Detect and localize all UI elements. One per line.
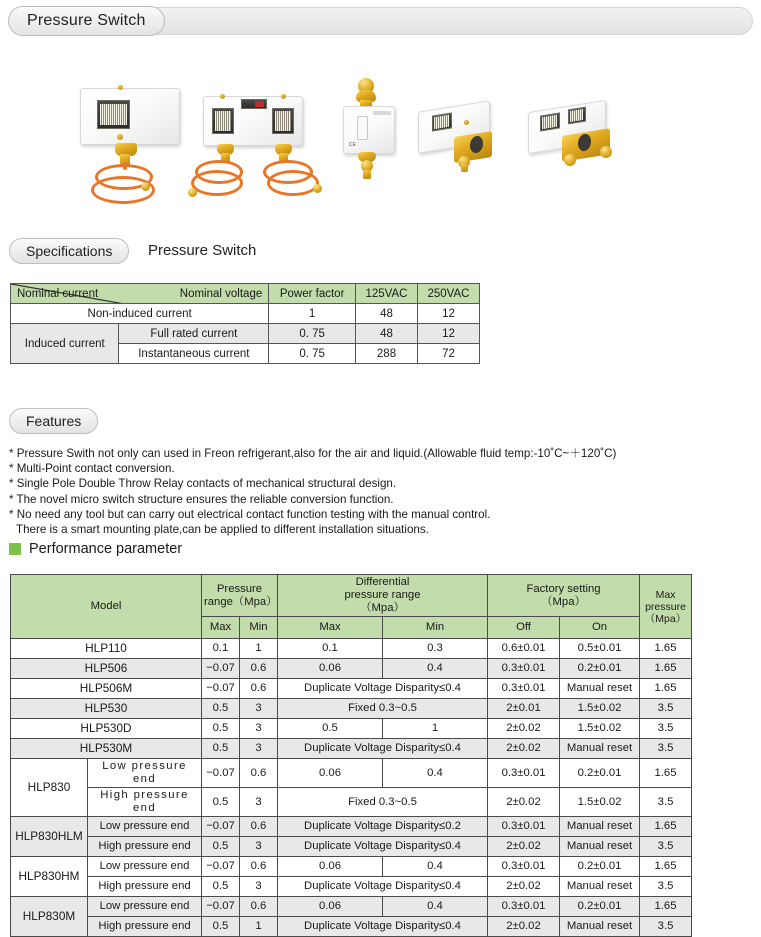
spec-cell: 288 <box>356 344 418 364</box>
specifications-subtitle: Pressure Switch <box>148 242 257 259</box>
perf-dp-span: Duplicate Voltage Disparity≤0.4 <box>278 679 488 699</box>
perf-subcol-off: Off <box>488 617 560 639</box>
perf-dp-max: 0.06 <box>278 759 383 788</box>
perf-subcol-on: On <box>560 617 640 639</box>
perf-on: 1.5±0.02 <box>560 788 640 817</box>
product-image-1 <box>75 88 190 218</box>
perf-on: Manual reset <box>560 917 640 937</box>
spec-nominal-voltage-label: Nominal voltage <box>179 288 263 300</box>
perf-off: 0.3±0.01 <box>488 679 560 699</box>
table-row <box>11 719 692 739</box>
spec-diagonal-header <box>11 284 269 304</box>
perf-pr-max: 0.5 <box>202 739 240 759</box>
perf-maxp: 3.5 <box>640 739 692 759</box>
perf-dp-max: 0.06 <box>278 659 383 679</box>
table-row <box>11 739 692 759</box>
perf-end-label: High pressure end <box>88 917 202 937</box>
perf-dp-max: 0.06 <box>278 897 383 917</box>
perf-on: 0.2±0.01 <box>560 759 640 788</box>
product-image-strip <box>0 60 761 210</box>
table-row <box>11 639 692 659</box>
perf-maxp: 3.5 <box>640 917 692 937</box>
perf-end-label: Low pressure end <box>88 759 202 788</box>
perf-off: 0.3±0.01 <box>488 759 560 788</box>
perf-model: HLP530M <box>11 739 202 759</box>
spec-col-power-factor: Power factor <box>269 284 356 304</box>
perf-on: Manual reset <box>560 739 640 759</box>
perf-model-group: HLP830HLM <box>11 817 88 857</box>
table-row <box>11 857 692 877</box>
perf-dp-span: Fixed 0.3~0.5 <box>278 788 488 817</box>
perf-maxp: 1.65 <box>640 659 692 679</box>
table-row <box>11 917 692 937</box>
perf-off: 0.3±0.01 <box>488 817 560 837</box>
perf-maxp: 1.65 <box>640 897 692 917</box>
perf-col-maxp-l2: pressure <box>645 600 686 613</box>
perf-col-maxp-l1: Max <box>655 588 676 601</box>
perf-maxp: 3.5 <box>640 719 692 739</box>
spec-col-125vac: 125VAC <box>356 284 418 304</box>
features-list <box>9 446 754 537</box>
table-row <box>11 897 692 917</box>
feature-item: * Single Pole Double Throw Relay contacts of mechanical structural design. <box>9 477 397 491</box>
perf-end-label: Low pressure end <box>88 817 202 837</box>
spec-col-250vac: 250VAC <box>417 284 479 304</box>
feature-item: There is a smart mounting plate,can be applied to different installation situations. <box>16 523 429 537</box>
perf-subcol-pr-min: Min <box>240 617 278 639</box>
spec-cell: 0. 75 <box>269 344 356 364</box>
perf-off: 2±0.02 <box>488 837 560 857</box>
perf-on: 0.2±0.01 <box>560 857 640 877</box>
perf-model-group: HLP830 <box>11 759 88 817</box>
feature-item: * Multi-Point contact conversion. <box>9 462 175 476</box>
spec-row-label: Instantaneous current <box>119 344 269 364</box>
perf-pr-max: −0.07 <box>202 817 240 837</box>
perf-header-row-1 <box>11 575 692 617</box>
perf-dp-min: 1 <box>383 719 488 739</box>
perf-on: 0.5±0.01 <box>560 639 640 659</box>
perf-maxp: 3.5 <box>640 837 692 857</box>
perf-pr-min: 3 <box>240 788 278 817</box>
product-image-5 <box>528 98 633 178</box>
perf-col-diff-l2: pressure range <box>344 589 421 601</box>
perf-model-group: HLP830M <box>11 897 88 937</box>
perf-on: 1.5±0.02 <box>560 719 640 739</box>
perf-col-maxp-l3: （Mpa） <box>644 612 687 625</box>
perf-maxp: 1.65 <box>640 639 692 659</box>
perf-dp-min: 0.4 <box>383 897 488 917</box>
perf-pr-max: −0.07 <box>202 759 240 788</box>
perf-dp-max: 0.5 <box>278 719 383 739</box>
performance-table <box>10 574 692 937</box>
perf-pr-max: 0.5 <box>202 917 240 937</box>
perf-model: HLP530D <box>11 719 202 739</box>
perf-pr-min: 1 <box>240 639 278 659</box>
perf-maxp: 3.5 <box>640 699 692 719</box>
perf-col-factory-l1: Factory setting <box>526 582 601 595</box>
perf-pr-min: 0.6 <box>240 659 278 679</box>
perf-dp-span: Duplicate Voltage Disparity≤0.4 <box>278 917 488 937</box>
perf-col-pressure-range-l1: Pressure <box>216 582 263 595</box>
perf-on: 1.5±0.02 <box>560 699 640 719</box>
perf-pr-max: −0.07 <box>202 857 240 877</box>
perf-dp-max: 0.06 <box>278 857 383 877</box>
perf-pr-min: 1 <box>240 917 278 937</box>
perf-maxp: 1.65 <box>640 679 692 699</box>
spec-cell: 48 <box>356 304 418 324</box>
feature-item: * No need any tool but can carry out electrical contact function testing with the manual control. <box>9 507 491 521</box>
specifications-pill: Specifications <box>9 238 129 264</box>
perf-off: 2±0.02 <box>488 917 560 937</box>
perf-model: HLP110 <box>11 639 202 659</box>
perf-col-diff-l1: Differential <box>355 576 410 588</box>
perf-maxp: 1.65 <box>640 817 692 837</box>
perf-col-pressure-range <box>202 575 278 617</box>
perf-pr-max: −0.07 <box>202 679 240 699</box>
perf-on: Manual reset <box>560 817 640 837</box>
perf-pr-max: −0.07 <box>202 659 240 679</box>
table-row <box>11 837 692 857</box>
perf-pr-min: 0.6 <box>240 759 278 788</box>
perf-on: Manual reset <box>560 877 640 897</box>
perf-off: 0.3±0.01 <box>488 857 560 877</box>
perf-model: HLP506M <box>11 679 202 699</box>
table-row <box>11 304 480 324</box>
perf-pr-max: 0.5 <box>202 837 240 857</box>
perf-dp-min: 0.4 <box>383 759 488 788</box>
perf-col-diff-pressure-range <box>278 575 488 617</box>
page-title: Pressure Switch <box>8 6 165 36</box>
spec-cell: 72 <box>417 344 479 364</box>
perf-pr-min: 0.6 <box>240 897 278 917</box>
perf-col-model: Model <box>11 575 202 639</box>
perf-off: 2±0.02 <box>488 877 560 897</box>
perf-model: HLP506 <box>11 659 202 679</box>
perf-subcol-pr-max: Max <box>202 617 240 639</box>
perf-pr-min: 0.6 <box>240 857 278 877</box>
perf-pr-min: 3 <box>240 877 278 897</box>
perf-off: 2±0.02 <box>488 739 560 759</box>
perf-dp-span: Fixed 0.3~0.5 <box>278 699 488 719</box>
perf-on: 0.2±0.01 <box>560 659 640 679</box>
perf-off: 0.3±0.01 <box>488 659 560 679</box>
perf-end-label: High pressure end <box>88 877 202 897</box>
perf-dp-span: Duplicate Voltage Disparity≤0.4 <box>278 739 488 759</box>
perf-end-label: Low pressure end <box>88 857 202 877</box>
perf-col-diff-l3: （Mpa） <box>360 602 405 614</box>
perf-off: 2±0.02 <box>488 719 560 739</box>
spec-header-row <box>11 284 480 304</box>
perf-pr-max: 0.5 <box>202 699 240 719</box>
perf-model-group: HLP830HM <box>11 857 88 897</box>
perf-pr-max: 0.5 <box>202 788 240 817</box>
table-row <box>11 659 692 679</box>
perf-model: HLP530 <box>11 699 202 719</box>
perf-maxp: 3.5 <box>640 788 692 817</box>
perf-col-max-pressure <box>640 575 692 639</box>
perf-pr-max: 0.1 <box>202 639 240 659</box>
spec-cell: 48 <box>356 324 418 344</box>
perf-maxp: 3.5 <box>640 877 692 897</box>
perf-on: Manual reset <box>560 679 640 699</box>
perf-dp-span: Duplicate Voltage Disparity≤0.4 <box>278 837 488 857</box>
perf-maxp: 1.65 <box>640 759 692 788</box>
product-image-3: CE <box>335 78 403 196</box>
product-image-2 <box>185 96 330 221</box>
perf-end-label: High pressure end <box>88 788 202 817</box>
perf-pr-min: 3 <box>240 739 278 759</box>
table-row <box>11 679 692 699</box>
features-pill: Features <box>9 408 98 434</box>
perf-pr-max: 0.5 <box>202 719 240 739</box>
spec-row-label: Non-induced current <box>11 304 269 324</box>
perf-off: 2±0.02 <box>488 788 560 817</box>
perf-on: Manual reset <box>560 837 640 857</box>
perf-col-factory-l2: （Mpa） <box>541 595 586 608</box>
perf-off: 2±0.01 <box>488 699 560 719</box>
table-row <box>11 324 480 344</box>
spec-cell: 12 <box>417 324 479 344</box>
perf-dp-span: Duplicate Voltage Disparity≤0.2 <box>278 817 488 837</box>
perf-dp-max: 0.1 <box>278 639 383 659</box>
spec-cell: 0. 75 <box>269 324 356 344</box>
perf-subcol-dp-min: Min <box>383 617 488 639</box>
spec-row-label: Full rated current <box>119 324 269 344</box>
perf-pr-min: 3 <box>240 699 278 719</box>
perf-on: 0.2±0.01 <box>560 897 640 917</box>
table-row <box>11 817 692 837</box>
perf-end-label: Low pressure end <box>88 897 202 917</box>
table-row <box>11 759 692 788</box>
table-row <box>11 699 692 719</box>
performance-heading-label: Performance parameter <box>29 541 183 557</box>
spec-cell: 1 <box>269 304 356 324</box>
table-row <box>11 877 692 897</box>
perf-pr-min: 3 <box>240 837 278 857</box>
perf-dp-min: 0.3 <box>383 639 488 659</box>
perf-off: 0.3±0.01 <box>488 897 560 917</box>
table-row <box>11 788 692 817</box>
perf-subcol-dp-max: Max <box>278 617 383 639</box>
perf-end-label: High pressure end <box>88 837 202 857</box>
spec-cell: 12 <box>417 304 479 324</box>
perf-dp-min: 0.4 <box>383 857 488 877</box>
perf-col-factory-setting <box>488 575 640 617</box>
perf-pr-min: 0.6 <box>240 817 278 837</box>
feature-item: * The novel micro switch structure ensures the reliable conversion function. <box>9 492 394 506</box>
perf-pr-min: 3 <box>240 719 278 739</box>
product-image-4 <box>418 98 513 178</box>
square-bullet-icon <box>9 543 21 555</box>
spec-nominal-current-label: Nominal current <box>17 288 99 300</box>
spec-row-group-induced-current: Induced current <box>11 324 119 364</box>
perf-off: 0.6±0.01 <box>488 639 560 659</box>
feature-item: * Pressure Swith not only can used in Freon refrigerant,also for the air and liquid.(Allowable fluid temp:-10˚C~＋120˚C) <box>9 447 617 460</box>
perf-col-pressure-range-l2: range（Mpa） <box>204 595 278 608</box>
perf-maxp: 1.65 <box>640 857 692 877</box>
perf-dp-min: 0.4 <box>383 659 488 679</box>
performance-heading <box>9 541 182 557</box>
perf-pr-max: −0.07 <box>202 897 240 917</box>
perf-pr-max: 0.5 <box>202 877 240 897</box>
perf-pr-min: 0.6 <box>240 679 278 699</box>
specifications-table <box>10 283 480 364</box>
perf-dp-span: Duplicate Voltage Disparity≤0.4 <box>278 877 488 897</box>
